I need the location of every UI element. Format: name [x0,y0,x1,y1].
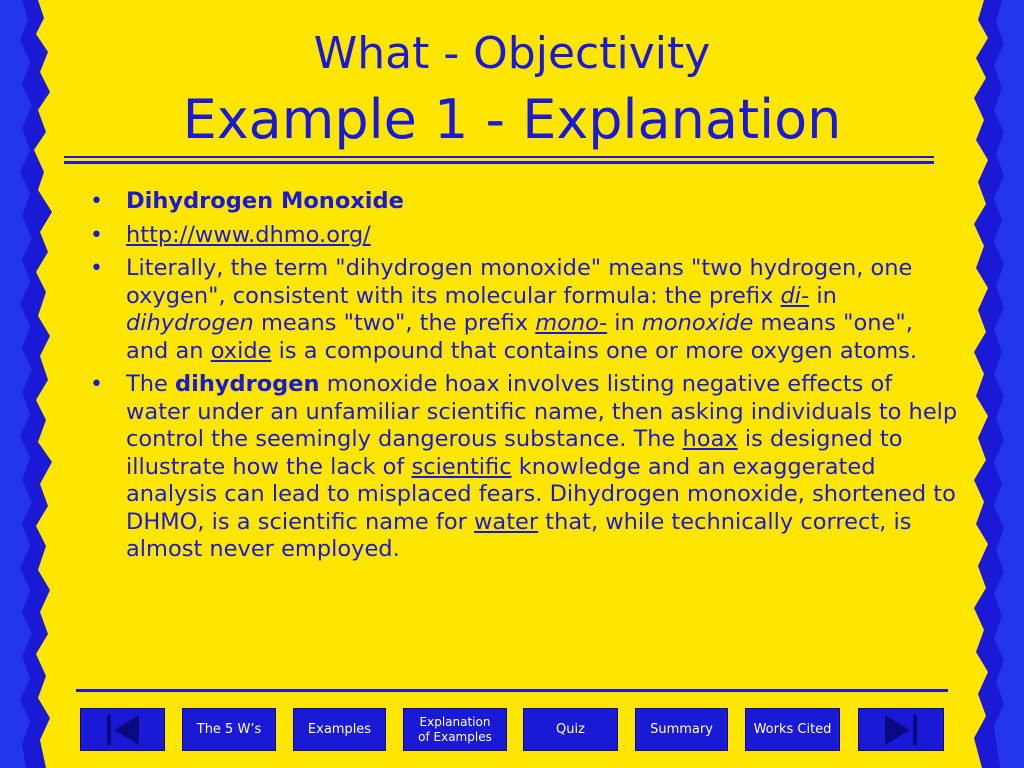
bullet-item-link [86,222,962,250]
last-slide-button[interactable] [858,708,944,751]
title-divider-top [64,156,934,158]
text-segment: is a compound that contains one or more oxygen atoms. [271,337,917,364]
hoax-link[interactable]: hoax [682,426,738,452]
monoxide-term: monoxide [641,310,754,336]
text-segment: knowledge and an exaggerated analysis can lead to misplaced fears. Dihydrogen monoxide, shortened to DHMO, is a scientific name for [126,453,956,535]
nav-explanation-label-line1: Explanation [419,714,491,729]
mono-link[interactable]: mono- [535,310,608,336]
bullet-heading: Dihydrogen Monoxide [126,188,404,214]
di-link[interactable]: di- [780,282,810,309]
text-segment: The [126,371,175,397]
nav-quiz-button[interactable] [523,708,618,751]
text-segment: means "two", the prefix [253,310,536,336]
bullet-item-dhmo [86,188,962,216]
first-slide-button[interactable] [80,708,165,751]
text-segment: is designed to illustrate how the lack of [126,426,903,480]
nav-works-cited-label: Works Cited [753,722,832,737]
nav-summary-button[interactable] [635,708,728,751]
text-segment: that, while technically correct, is almost never employed. [126,508,912,562]
water-link[interactable]: water [474,508,539,535]
slide-title-line2: Example 1 - Explanation [182,88,842,151]
nav-explanation-button[interactable] [403,708,507,751]
nav-works-cited-button[interactable] [745,708,840,751]
nav-five-ws-button[interactable] [182,708,276,751]
nav-explanation-label-line2: of Examples [418,729,492,744]
text-segment: monoxide hoax involves listing negative effects of water under an unfamiliar scientific name, then asking individuals to help control the seemingly dangerous substance. The [126,371,958,452]
text-segment: in [809,282,837,309]
oxide-link[interactable]: oxide [210,337,272,364]
bullet-item-hoax [86,371,962,564]
text-segment: means "one", and an [126,310,913,364]
bullet-item-literal-meaning [86,255,962,365]
last-slide-icon [881,712,921,748]
dihydrogen-bold: dihydrogen [175,371,320,397]
nav-five-ws-label: The 5 W’s [196,722,262,737]
nav-examples-label: Examples [307,722,372,737]
title-divider-bottom [64,161,934,164]
text-segment: Literally, the term "dihydrogen monoxide" means "two hydrogen, one oxygen", consistent with its molecular formula: the prefix [126,255,913,309]
nav-summary-label: Summary [650,722,713,737]
bullet-list [86,188,962,564]
slide-title-line1: What - Objectivity [313,28,711,79]
slide-content [86,188,962,570]
scientific-link[interactable]: scientific [411,453,512,480]
text-segment: in [607,310,642,336]
nav-divider [76,689,948,692]
nav-quiz-label: Quiz [556,722,585,737]
dihydrogen-term: dihydrogen [126,310,254,336]
dhmo-link[interactable]: http://www.dhmo.org/ [126,221,371,248]
first-slide-icon [103,712,143,748]
nav-examples-button[interactable] [293,708,386,751]
